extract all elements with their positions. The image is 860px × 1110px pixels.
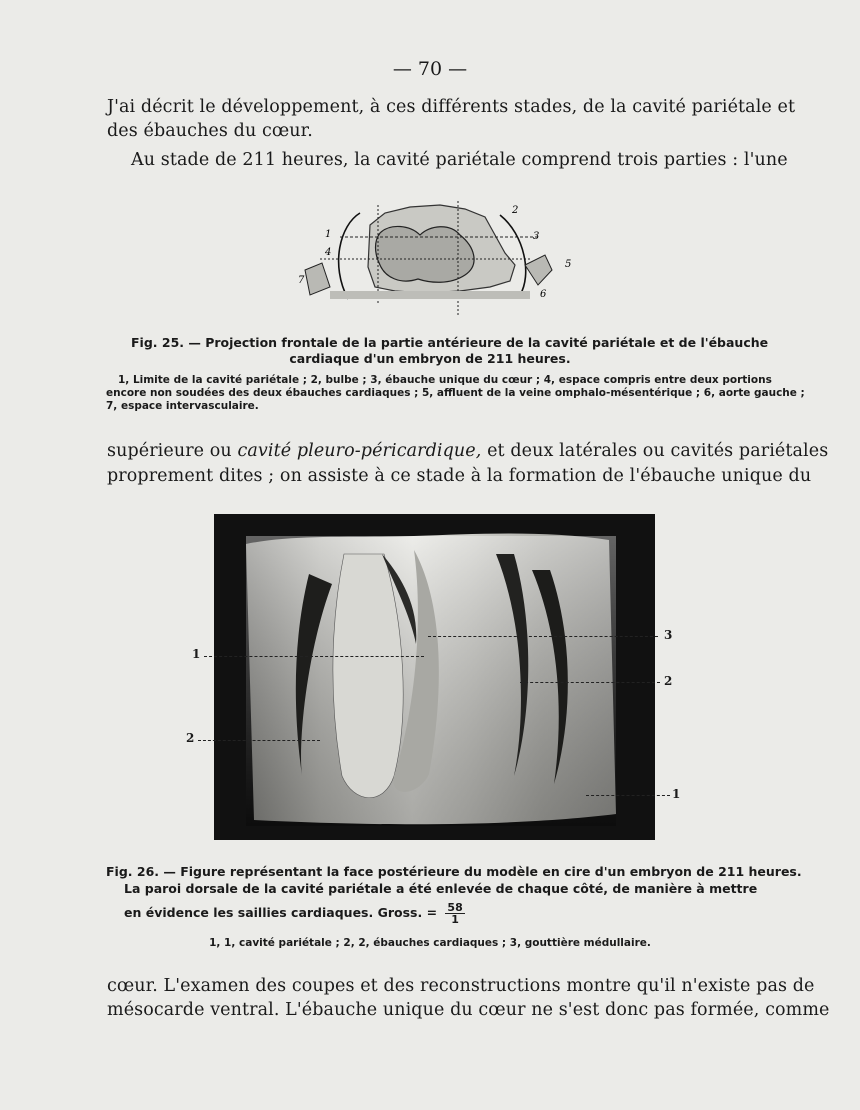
fig25-label-2: 2: [512, 205, 519, 216]
fig26-leader-right-3: [428, 636, 658, 637]
figure-26-caption-line-3: [124, 902, 465, 925]
gross-denominator: 1: [451, 913, 459, 926]
fig26-label-right-1: 1: [672, 787, 681, 801]
fig26-label-left-2: 2: [186, 731, 195, 745]
figure-25-drawing: [300, 195, 570, 325]
paragraph-2-text-post: et deux latérales ou cavités pariétales: [487, 441, 829, 461]
paragraph-2-line-2: proprement dites ; on assiste à ce stade à la formation de l'ébauche unique du: [107, 466, 812, 486]
fig25-label-4: 4: [325, 247, 332, 258]
paragraph-1-line-3: Au stade de 211 heures, la cavité pariétale comprend trois parties : l'une: [131, 150, 788, 170]
figure-25-legend-line-2: encore non soudées des deux ébauches cardiaques ; 5, affluent de la veine omphalo-mésentérique ; 6, aorte gauche ;: [106, 387, 805, 399]
paragraph-1-line-1: J'ai décrit le développement, à ces différents stades, de la cavité pariétale et: [107, 97, 796, 117]
fig25-label-3: 3: [533, 231, 540, 242]
fig26-leader-right-2: [520, 682, 660, 683]
fig26-leader-right-1: [586, 795, 670, 796]
fig25-label-1: 1: [325, 229, 332, 240]
fig25-label-6: 6: [540, 289, 547, 300]
paragraph-2-line-1: [107, 440, 829, 463]
figure-25-legend-line-3: 7, espace intervasculaire.: [106, 400, 259, 412]
gross-numerator: 58: [447, 901, 463, 914]
fig26-leader-left-2: [198, 740, 320, 741]
fig26-label-left-1: 1: [192, 647, 201, 661]
figure-26-photo: [214, 514, 655, 840]
paragraph-3-line-1: cœur. L'examen des coupes et des reconstructions montre qu'il n'existe pas de: [107, 976, 815, 996]
figure-25-caption-line-2: cardiaque d'un embryon de 211 heures.: [289, 351, 571, 366]
paragraph-2-italic-term: cavité pleuro-péricardique,: [237, 441, 482, 461]
heart-ebauche-shape: [376, 226, 475, 282]
fig26-leader-left-1: [204, 656, 424, 657]
fig26-label-right-2: 2: [664, 674, 673, 688]
figure-26-legend: 1, 1, cavité pariétale ; 2, 2, ébauches cardiaques ; 3, gouttière médullaire.: [209, 937, 651, 949]
figure-26-caption-line-2: La paroi dorsale de la cavité pariétale a été enlevée de chaque côté, de manière à mettre: [124, 881, 758, 896]
paragraph-3-line-2: mésocarde ventral. L'ébauche unique du cœur ne s'est donc pas formée, comme: [107, 1000, 830, 1020]
paragraph-2-text-pre: supérieure ou: [107, 441, 232, 461]
fig26-label-right-3: 3: [664, 628, 673, 642]
wax-model-illustration: [214, 514, 655, 840]
figure-25-caption-line-1: Fig. 25. — Projection frontale de la partie antérieure de la cavité pariétale et de l'ébauche: [131, 335, 769, 350]
fig25-label-7: 7: [298, 275, 305, 286]
figure-26-caption-line-1: Fig. 26. — Figure représentant la face postérieure du modèle en cire d'un embryon de 211 heures.: [106, 864, 802, 879]
figure-25-legend-line-1: 1, Limite de la cavité pariétale ; 2, bulbe ; 3, ébauche unique du cœur ; 4, espace compris entre deux portions: [118, 374, 772, 386]
fig25-label-5: 5: [565, 259, 572, 270]
page-number: — 70 —: [392, 58, 468, 80]
paragraph-1-line-2: des ébauches du cœur.: [107, 121, 313, 141]
gross-fraction: [445, 902, 464, 925]
figure-26-caption-line-3-text: en évidence les saillies cardiaques. Gross. =: [124, 905, 438, 920]
